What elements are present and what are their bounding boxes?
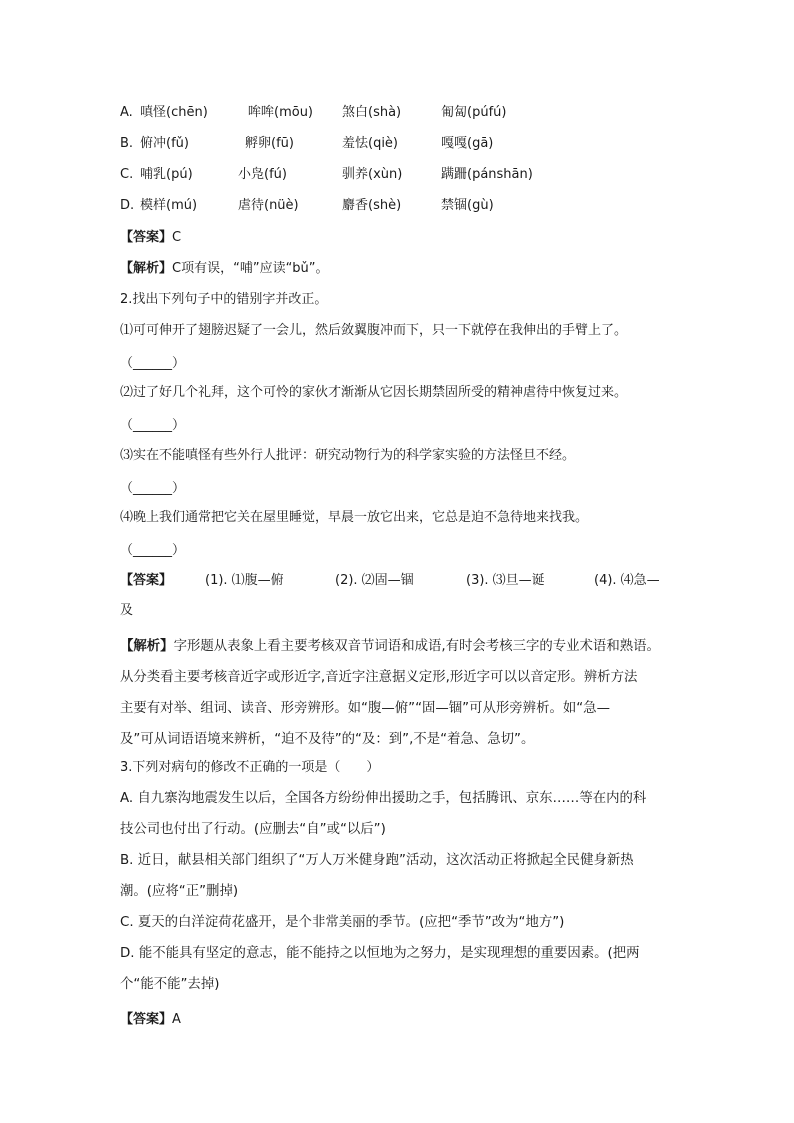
q3-answer [120, 1010, 181, 1030]
option-label: B. [120, 136, 134, 151]
answer-value: A [172, 1012, 181, 1027]
answer-tag: 【答案】 [120, 573, 173, 588]
q1-answer [120, 228, 181, 248]
option-word: 嗔怪(chēn) [140, 105, 208, 120]
analysis-line: 主要有对举、组词、读音、形旁辨形。如“腹—俯”“固—锢”可从形旁辨析。如“急— [120, 701, 610, 716]
option-line: 技公司也付出了行动。(应删去“自”或“以后”) [120, 822, 386, 837]
option-word: 匍匐(púfú) [441, 105, 507, 120]
answer-part: (4). ⑷急— [594, 573, 660, 588]
answer-tag: 【答案】 [120, 230, 173, 245]
option-word: 羞怯(qiè) [342, 136, 399, 151]
q2-analysis [120, 631, 680, 755]
option-line: 个“能不能”去掉) [120, 977, 220, 992]
q2-blank-3: （______） [120, 481, 186, 496]
option-word: 禁锢(gù) [441, 198, 494, 213]
q1-analysis [120, 259, 329, 279]
q2-answer-tail: 及 [120, 603, 134, 618]
q3-title: 3.下列对病句的修改不正确的一项是（ ） [120, 760, 380, 775]
option-word: 小凫(fú) [238, 167, 287, 182]
analysis-line: 从分类看主要考核音近字或形近字,音近字注意据义定形,形近字可以以音定形。辨析方法 [120, 670, 638, 685]
option-label: D. [120, 198, 135, 213]
option-word: 孵卵(fū) [245, 136, 294, 151]
q2-sentence-2: ⑵过了好几个礼拜，这个可怜的家伙才渐渐从它因长期禁固所受的精神虐待中恢复过来。 [120, 385, 628, 400]
option-word: 虐待(nüè) [238, 198, 299, 213]
option-word: 哺乳(pú) [140, 167, 193, 182]
option-word: 模样(mú) [140, 198, 198, 213]
answer-part: (2). ⑵固—锢 [335, 573, 414, 588]
option-word: 驯养(xùn) [342, 167, 403, 182]
q2-sentence-3: ⑶实在不能嗔怪有些外行人批评：研究动物行为的科学家实验的方法怪旦不经。 [120, 448, 576, 463]
q2-title: 2.找出下列句子中的错别字并改正。 [120, 292, 328, 307]
analysis-tag: 【解析】 [120, 639, 174, 654]
option-label: A. [120, 105, 133, 120]
q3-option-a [120, 783, 680, 845]
q3-option-b [120, 845, 680, 907]
analysis-line: 字形题从表象上看主要考核双音节词语和成语,有时会考核三字的专业术语和熟语。 [173, 639, 660, 654]
answer-part: (3). ⑶旦—诞 [466, 573, 545, 588]
analysis-text: C项有误，“哺”应读“bǔ”。 [172, 261, 329, 276]
option-word: 俯冲(fǔ) [140, 136, 189, 151]
option-label: C. [120, 167, 134, 182]
answer-tag: 【答案】 [120, 1012, 173, 1027]
option-word: 蹒跚(pánshān) [441, 167, 533, 182]
analysis-tag: 【解析】 [120, 261, 173, 276]
analysis-line: 及”可从词语语境来辨析，“迫不及待”的“及：到”,不是“着急、急切”。 [120, 732, 535, 747]
q3-option-d [120, 938, 680, 1000]
option-word: 煞白(shà) [342, 105, 402, 120]
option-line: 潮。(应将“正”删掉) [120, 884, 239, 899]
option-line: B. 近日，献县相关部门组织了“万人万米健身跑”活动，这次活动正将掀起全民健身新热 [120, 853, 634, 868]
option-word: 哞哞(mōu) [248, 105, 314, 120]
option-word: 嘎嘎(gā) [441, 136, 494, 151]
q2-sentence-1: ⑴可可伸开了翅膀迟疑了一会儿，然后敛翼腹冲而下，只一下就停在我伸出的手臂上了。 [120, 323, 628, 338]
option-word: 麝香(shè) [342, 198, 402, 213]
q2-blank-2: （______） [120, 418, 186, 433]
q3-option-c [120, 907, 680, 938]
answer-value: C [172, 230, 182, 245]
answer-part: (1). ⑴腹—俯 [205, 573, 284, 588]
option-line: A. 自九寨沟地震发生以后，全国各方纷纷伸出援助之手，包括腾讯、京东……等在内的科 [120, 791, 647, 806]
q2-blank-1: （______） [120, 356, 186, 371]
q2-sentence-4: ⑷晚上我们通常把它关在屋里睡觉，早晨一放它出来，它总是迫不急待地来找我。 [120, 510, 589, 525]
option-line: C. 夏天的白洋淀荷花盛开，是个非常美丽的季节。(应把“季节”改为“地方”) [120, 915, 565, 930]
option-line: D. 能不能具有坚定的意志，能不能持之以恒地为之努力，是实现理想的重要因素。(把两 [120, 946, 640, 961]
q2-blank-4: （______） [120, 543, 186, 558]
